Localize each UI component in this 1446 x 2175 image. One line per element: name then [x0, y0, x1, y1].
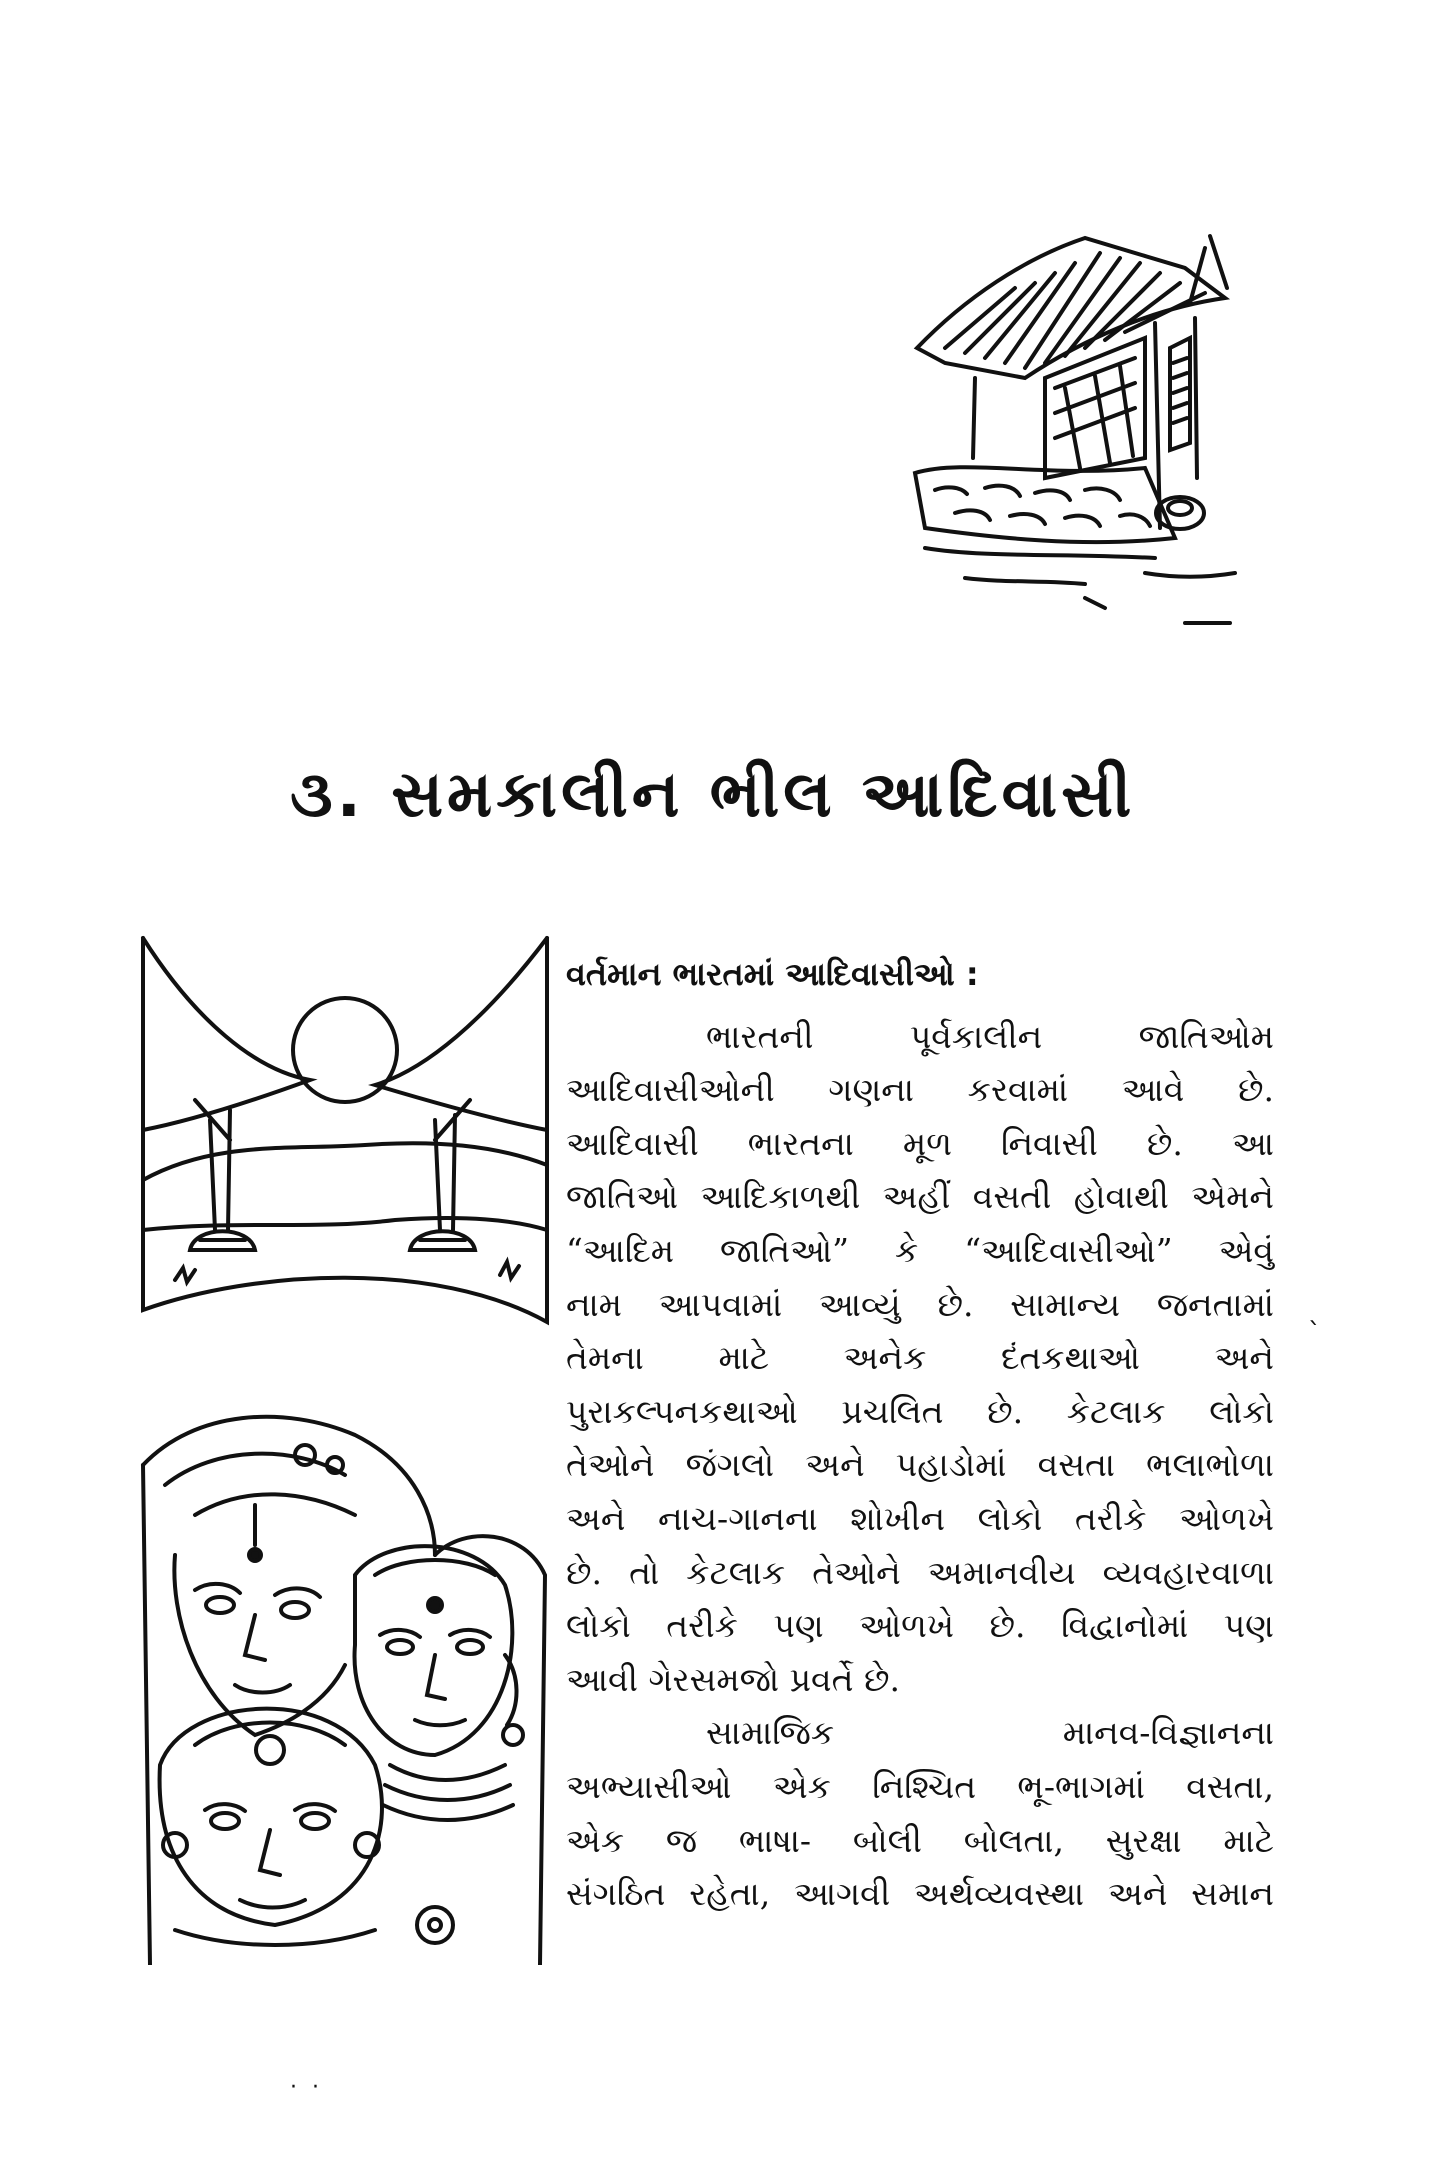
- word: અને: [805, 1445, 865, 1485]
- word: છે.: [566, 1552, 602, 1592]
- word: તરીકે: [1074, 1498, 1147, 1538]
- word: એવું: [1218, 1230, 1274, 1270]
- word: “આદિવાસીઓ”: [964, 1230, 1173, 1270]
- word: છે.: [989, 1606, 1026, 1646]
- word: આવે: [1121, 1070, 1185, 1110]
- word: પણ: [1223, 1606, 1274, 1646]
- word: ઓળખે: [1179, 1498, 1274, 1538]
- word: અભ્યાસીઓ: [566, 1766, 732, 1806]
- word: વસતી: [972, 1177, 1052, 1217]
- word: કે: [894, 1230, 919, 1270]
- word: તેમના: [566, 1338, 644, 1378]
- word: ભલાભોળા: [1146, 1445, 1274, 1485]
- word: વ્યવહારવાળા: [1102, 1552, 1274, 1592]
- body-text-column: [566, 948, 1274, 1921]
- word: માનવ-વિજ્ઞાનના: [1062, 1713, 1274, 1753]
- word: એમને: [1191, 1177, 1274, 1217]
- word: મૂળ: [902, 1123, 952, 1163]
- paragraph-2: [566, 1706, 1274, 1920]
- word: જંગલો: [685, 1445, 775, 1485]
- text-line: [566, 1170, 1274, 1224]
- word: નિશ્ચિત: [872, 1766, 977, 1806]
- word: એક: [772, 1766, 831, 1806]
- word: માટે: [718, 1338, 770, 1378]
- word: ગણના: [828, 1070, 914, 1110]
- word: ભારતના: [747, 1123, 854, 1163]
- word: પ્રચલિત: [841, 1391, 944, 1431]
- text-line: [566, 1063, 1274, 1117]
- word: હોવાથી: [1073, 1177, 1169, 1217]
- word: માટે: [1223, 1820, 1274, 1860]
- text-line: [566, 1599, 1274, 1653]
- word: લોકો: [977, 1498, 1043, 1538]
- word: આ: [1231, 1123, 1274, 1163]
- word: સુરક્ષા: [1105, 1820, 1182, 1860]
- hut-drawing-icon: [905, 228, 1245, 640]
- text-line: [566, 1331, 1274, 1385]
- word: આદિવાસીઓની: [566, 1070, 775, 1110]
- word: જનતામાં: [1156, 1284, 1274, 1324]
- bottom-dots: · ·: [290, 2075, 323, 2100]
- word: નામ: [566, 1284, 622, 1324]
- word: છે.: [1238, 1070, 1274, 1110]
- word: પહાડોમાં: [895, 1445, 1007, 1485]
- word: વિદ્વાનોમાં: [1061, 1606, 1189, 1646]
- tribal-women-portrait-icon: [135, 1405, 555, 1965]
- section-heading: વર્તમાન ભારતમાં આદિવાસીઓ :: [566, 955, 979, 993]
- text-line: [566, 1438, 1274, 1492]
- word: બોલતા,: [963, 1820, 1064, 1860]
- text-line: [566, 1814, 1274, 1868]
- word: અને: [1108, 1874, 1168, 1914]
- word: અમાનવીય: [927, 1552, 1076, 1592]
- text-line: [566, 1867, 1274, 1921]
- text-line: [566, 1492, 1274, 1546]
- paragraph-1: [566, 1010, 1274, 1653]
- text-line: [566, 1546, 1274, 1600]
- word: ભાષા-: [738, 1820, 812, 1860]
- word: બોલી: [852, 1820, 922, 1860]
- word: જ: [665, 1820, 698, 1860]
- word: અહીં: [882, 1177, 951, 1217]
- word: વસતા,: [1186, 1766, 1274, 1806]
- word: અને: [566, 1498, 626, 1538]
- word: “આદિમ: [566, 1230, 675, 1270]
- word: સામાન્ય: [1010, 1284, 1121, 1324]
- word: નિવાસી: [1001, 1123, 1098, 1163]
- word: આદિકાળથી: [700, 1177, 861, 1217]
- text-line: [566, 1278, 1274, 1332]
- text-line: [566, 1706, 1274, 1760]
- word: છે.: [987, 1391, 1024, 1431]
- word: કેટલાક: [686, 1552, 786, 1592]
- word: છે.: [937, 1284, 974, 1324]
- word: વસતા: [1037, 1445, 1115, 1485]
- word: એક: [566, 1820, 625, 1860]
- margin-mark: ˋ: [1308, 1318, 1321, 1348]
- word: શોખીન: [850, 1498, 946, 1538]
- word: લોકો: [566, 1606, 631, 1646]
- word: ભૂ-ભાગમાં: [1017, 1766, 1145, 1806]
- word: તેઓને: [566, 1445, 655, 1485]
- word: સામાજિક: [706, 1713, 835, 1753]
- word: તો: [629, 1552, 660, 1592]
- word: લોકો: [1209, 1391, 1274, 1431]
- word: સંગઠિત: [566, 1874, 666, 1914]
- word: ભારતની: [706, 1016, 814, 1056]
- text-line: [566, 1010, 1274, 1064]
- word: અને: [1214, 1338, 1274, 1378]
- word: તરીકે: [666, 1606, 738, 1646]
- word: પુરાકલ્પનકથાઓ: [566, 1391, 798, 1431]
- sun-trees-landscape-icon: [135, 930, 555, 1360]
- word: છે.: [1146, 1123, 1183, 1163]
- word: તેઓને: [812, 1552, 901, 1592]
- word: જાતિઓમ: [1138, 1016, 1274, 1056]
- text-line: [566, 1385, 1274, 1439]
- word: કેટલાક: [1066, 1391, 1166, 1431]
- word: ઓળખે: [859, 1606, 955, 1646]
- word: જાતિઓ”: [720, 1230, 849, 1270]
- word: સમાન: [1191, 1874, 1274, 1914]
- text-line: [566, 1224, 1274, 1278]
- paragraph-1-last-line: આવી ગેરસમજો પ્રવર્તે છે.: [566, 1659, 900, 1699]
- word: આગવી: [794, 1874, 891, 1914]
- word: જાતિઓ: [566, 1177, 679, 1217]
- word: અર્થવ્યવસ્થા: [914, 1874, 1085, 1914]
- word: આપવામાં: [658, 1284, 783, 1324]
- chapter-title: ૩. સમકાલીન ભીલ આદિવાસી: [290, 758, 1136, 832]
- word: દંતકથાઓ: [1000, 1338, 1140, 1378]
- word: અનેક: [843, 1338, 927, 1378]
- word: આવ્યું: [818, 1284, 901, 1324]
- text-line: [566, 1117, 1274, 1171]
- word: પણ: [773, 1606, 824, 1646]
- word: નાચ-ગાનના: [657, 1498, 818, 1538]
- word: આદિવાસી: [566, 1123, 699, 1163]
- word: પૂર્વકાલીન: [909, 1016, 1043, 1056]
- text-line: [566, 1760, 1274, 1814]
- word: કરવામાં: [967, 1070, 1069, 1110]
- word: રહેતા,: [689, 1874, 771, 1914]
